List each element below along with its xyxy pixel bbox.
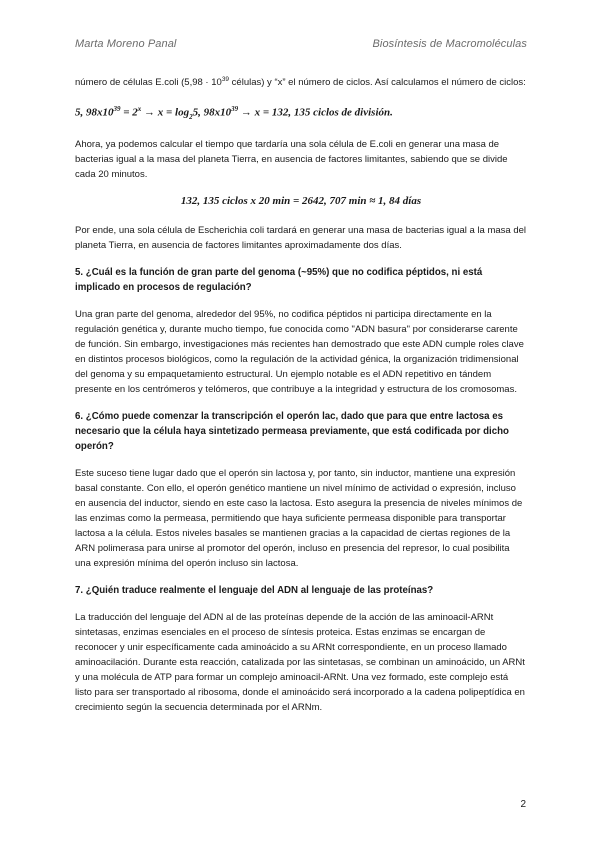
eq1-exp: 39 xyxy=(231,105,239,114)
question-5: 5. ¿Cuál es la función de gran parte del genoma (~95%) que no codifica péptidos, ni está implicado en procesos de regulación? xyxy=(75,267,483,293)
eq1-part: 5, 98x10 xyxy=(192,106,232,119)
equation-time: 132, 135 ciclos x 20 min = 2642, 707 min ≈ 1, 84 días xyxy=(180,195,422,207)
intro-exponent: 39 xyxy=(221,76,230,83)
header-author: Marta Moreno Panal xyxy=(75,38,177,50)
eq1-sub: 2 xyxy=(189,113,193,121)
intro-text-a: número de células E.coli (5,98 · 10 xyxy=(75,77,222,89)
question-6: 6. ¿Cómo puede comenzar la transcripción el operón lac, dado que para que entre lactosa es necesario que la célula haya sintetizado permeasa previamente, que está codificada por dicho operón? xyxy=(75,411,509,452)
equation-cycles xyxy=(75,102,527,125)
question-7: 7. ¿Quién traduce realmente el lenguaje del ADN al lenguaje de las proteínas? xyxy=(75,585,434,596)
eq1-part: → x = 132, 135 ciclos de división. xyxy=(238,106,393,119)
eq1-exp: x xyxy=(137,105,142,114)
intro-paragraph xyxy=(75,72,527,90)
answer-6: Este suceso tiene lugar dado que el operón sin lactosa y, por tanto, sin inductor, mantiene una expresión basal constante. Con ello, el operón genético mantiene un nivel mínimo de actividad o expresión, incluso en ausencia del inductor, siendo en este caso la lactosa. Esto asegura la presencia de niveles mínimos de las enzimas como la permeasa, permitiendo que haya suficiente permeasa disponible para transportar lactosa a la célula. Estos niveles basales se mantienen gracias a la capacidad de ciertas regiones de la ARN polimerasa para unirse al promotor del operón, incluso en presencia del represor, lo cual posibilita una expresión mínima del operón incluso sin lactosa. xyxy=(75,468,523,569)
time-paragraph: Ahora, ya podemos calcular el tiempo que tardaría una sola célula de E.coli en generar una masa de bacterias igual a la masa del planeta Tierra, en ausencia de factores limitantes, sabiendo que se divide cada 20 minutos. xyxy=(75,139,508,180)
page-header xyxy=(75,38,527,54)
eq1-part: = 2 xyxy=(120,106,138,119)
page-content xyxy=(75,72,527,727)
answer-7: La traducción del lenguaje del ADN al de las proteínas depende de la acción de las aminoacil-ARNt sintetasas, enzimas esenciales en el proceso de síntesis proteica. Estas enzimas se encargan de reconocer y unir específicamente cada aminoácido a su ARNt correspondiente, en un proceso llamado aminoacilación. Durante esta reacción, catalizada por las sintetasas, se combinan un aminoácido, un ARNt y una molécula de ATP para formar un complejo aminoacil-ARNt. Una vez formado, este complejo está listo para ser transportado al ribosoma, donde el aminoácido será incorporado a la cadena polipeptídica en crecimiento según la secuencia determinada por el ARNm. xyxy=(75,612,525,713)
header-title: Biosíntesis de Macromoléculas xyxy=(372,38,527,50)
intro-text-b: células) y “x” el número de ciclos. Así calculamos el número de ciclos: xyxy=(229,77,526,89)
eq1-part: 5, 98x10 xyxy=(75,106,114,119)
eq1-exp: 39 xyxy=(113,105,121,114)
page-number: 2 xyxy=(520,799,526,810)
answer-5: Una gran parte del genoma, alrededor del 95%, no codifica péptidos ni participa directamente en la regulación genética y, durante mucho tiempo, fue conocida como "ADN basura" por considerarse carente de función. Sin embargo, investigaciones más recientes han demostrado que este ADN cumple roles clave en distintos procesos biológicos, como la regulación de la actividad génica, la organización tridimensional del genoma y su empaquetamiento estructural. Un ejemplo notable es el ADN repetitivo en tándem presente en los centrómeros y telómeros, que contribuye a la integridad y estructura de los cromosomas. xyxy=(75,309,524,395)
eq1-part: → x = log xyxy=(141,106,190,119)
conclusion-paragraph: Por ende, una sola célula de Escherichia coli tardará en generar una masa de bacterias igual a la masa del planeta Tierra, en ausencia de factores limitantes aproximadamente dos días. xyxy=(75,225,526,251)
